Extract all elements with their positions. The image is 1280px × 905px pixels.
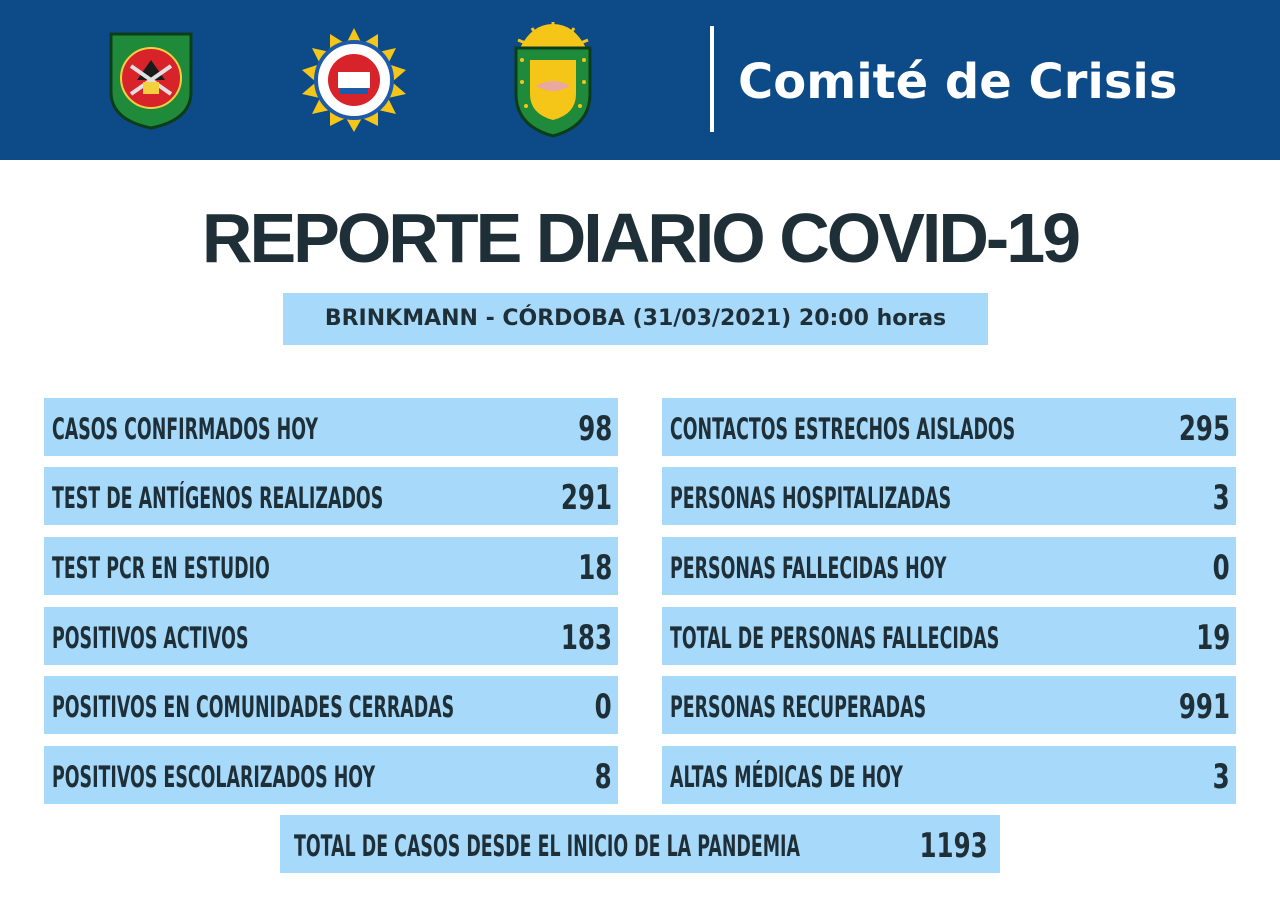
stat-label: PERSONAS FALLECIDAS HOY bbox=[670, 551, 947, 585]
stat-label: CONTACTOS ESTRECHOS AISLADOS bbox=[670, 412, 1016, 446]
stat-row bbox=[662, 676, 1236, 734]
stat-row bbox=[44, 676, 618, 734]
stat-value: 8 bbox=[594, 757, 612, 797]
stat-label: TOTAL DE PERSONAS FALLECIDAS bbox=[670, 621, 1000, 655]
stat-row bbox=[662, 607, 1236, 665]
stat-row bbox=[44, 746, 618, 804]
stat-value: 18 bbox=[577, 548, 612, 588]
stat-value: 291 bbox=[560, 478, 612, 518]
stat-row bbox=[44, 467, 618, 525]
stat-label: ALTAS MÉDICAS DE HOY bbox=[670, 760, 903, 794]
stat-value: 3 bbox=[1212, 757, 1230, 797]
stat-row bbox=[662, 467, 1236, 525]
stat-label: CASOS CONFIRMADOS HOY bbox=[52, 412, 318, 446]
stat-label: TEST DE ANTÍGENOS REALIZADOS bbox=[52, 481, 384, 515]
stat-label: POSITIVOS EN COMUNIDADES CERRADAS bbox=[52, 690, 455, 724]
report-title: REPORTE DIARIO COVID-19 bbox=[201, 199, 1079, 277]
stat-value: 19 bbox=[1195, 618, 1230, 658]
stat-value: 991 bbox=[1178, 687, 1230, 727]
stat-value: 0 bbox=[1212, 548, 1230, 588]
stat-value: 3 bbox=[1212, 478, 1230, 518]
total-cases-label: TOTAL DE CASOS DESDE EL INICIO DE LA PANDEMIA bbox=[294, 829, 800, 863]
stat-value: 295 bbox=[1178, 409, 1230, 449]
total-cases-row bbox=[280, 815, 1000, 873]
report-subtitle: BRINKMANN - CÓRDOBA (31/03/2021) 20:00 horas bbox=[283, 293, 988, 345]
stat-label: POSITIVOS ESCOLARIZADOS HOY bbox=[52, 760, 376, 794]
stat-label: TEST PCR EN ESTUDIO bbox=[52, 551, 270, 585]
stat-label: PERSONAS RECUPERADAS bbox=[670, 690, 927, 724]
stat-value: 98 bbox=[577, 409, 612, 449]
policia-provincia-cordoba-seal bbox=[300, 26, 408, 134]
header-title: Comité de Crisis bbox=[738, 54, 1178, 110]
stat-row bbox=[662, 398, 1236, 456]
stat-row bbox=[662, 537, 1236, 595]
stat-value: 0 bbox=[594, 687, 612, 727]
stat-value: 183 bbox=[560, 618, 612, 658]
header-banner bbox=[0, 0, 1280, 160]
stat-label: POSITIVOS ACTIVOS bbox=[52, 621, 249, 655]
stat-label: PERSONAS HOSPITALIZADAS bbox=[670, 481, 952, 515]
stat-row bbox=[44, 607, 618, 665]
municipal-coat-of-arms bbox=[512, 20, 594, 140]
header-divider bbox=[710, 26, 714, 132]
total-cases-value: 1193 bbox=[919, 826, 988, 866]
stat-row bbox=[662, 746, 1236, 804]
stat-row bbox=[44, 537, 618, 595]
bomberos-voluntarios-seal bbox=[107, 30, 195, 130]
stat-row bbox=[44, 398, 618, 456]
